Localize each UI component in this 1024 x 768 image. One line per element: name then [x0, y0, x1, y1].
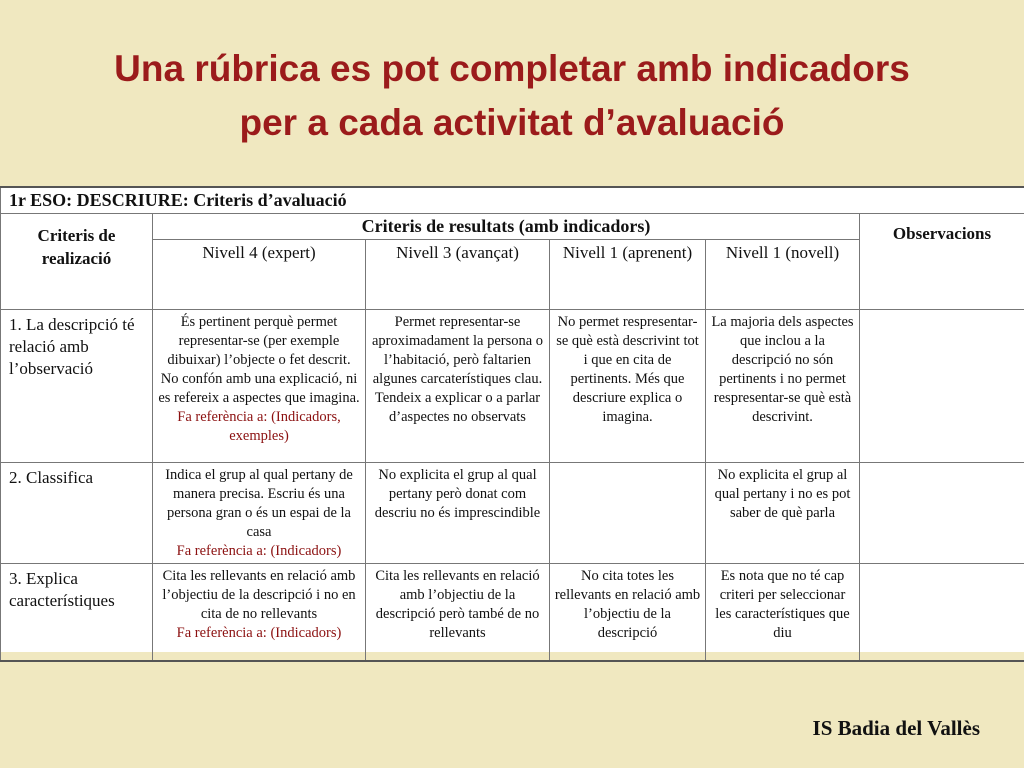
row-2-reference: Fa referència a: (Indicadors)	[176, 543, 342, 559]
row-3-level-3-cell: Cita les rellevants en relació amb l’objectiu de la descripció però també de no rellevants	[366, 564, 550, 661]
rubric-row-3	[1, 564, 1024, 661]
rubric-caption-row	[1, 187, 1024, 214]
row-1-level-3-cell: Permet representar-se aproximadament la persona o l’habitació, però faltarien algunes carcaterístiques clau. Tendeix a explicar o a parlar d’aspectes no observats	[366, 310, 550, 463]
row-2-level-1-cell: No explicita el grup al qual pertany i no es pot saber de què parla	[706, 463, 860, 564]
row-1-reference: Fa referència a: (Indicadors, exemples)	[177, 409, 341, 444]
row-2-observations	[860, 463, 1024, 564]
rubric-table-container	[0, 186, 1024, 652]
row-1-criterion: 1. La descripció té relació amb l’observació	[1, 310, 153, 463]
slide-title-line-2: per a cada activitat d’avaluació	[239, 102, 785, 143]
row-2-level-2-cell	[550, 463, 706, 564]
row-3-criterion: 3. Explica característiques	[1, 564, 153, 661]
row-2-level-4-text: Indica el grup al qual pertany de manera precisa. Escriu és una persona gran o és un espai de la casa	[165, 467, 353, 540]
row-3-level-1-cell: Es nota que no té cap criteri per seleccionar les característiques que diu	[706, 564, 860, 661]
slide-title-line-1: Una rúbrica es pot completar amb indicadors	[114, 48, 910, 89]
level-header-2: Nivell 3 (avançat)	[366, 240, 550, 310]
row-1-level-2-cell: No permet respresentar-se què està descrivint tot i que en cita de pertinents. Més que descriure explica o imagina.	[550, 310, 706, 463]
slide-title	[0, 42, 1024, 150]
row-3-observations	[860, 564, 1024, 661]
row-3-level-4-cell	[153, 564, 366, 661]
results-header: Criteris de resultats (amb indicadors)	[153, 214, 860, 240]
row-1-observations	[860, 310, 1024, 463]
row-3-level-2-cell: No cita totes les rellevants en relació amb l’objectiu de la descripció	[550, 564, 706, 661]
row-1-level-4-text: És pertinent perquè permet representar-se (per exemple dibuixar) l’objecte o fet descrit. No confón amb una explicació, ni es refereix a aspectes que imagina.	[158, 314, 360, 406]
school-footer: IS Badia del Vallès	[812, 716, 980, 740]
row-1-level-4-cell	[153, 310, 366, 463]
rubric-row-1	[1, 310, 1024, 463]
row-2-level-4-cell	[153, 463, 366, 564]
level-header-3: Nivell 1 (aprenent)	[550, 240, 706, 310]
row-2-level-3-cell: No explicita el grup al qual pertany però donat com descriu no és imprescindible	[366, 463, 550, 564]
criteria-header: Criteris de realizació	[1, 214, 153, 310]
row-2-criterion: 2. Classifica	[1, 463, 153, 564]
level-header-4: Nivell 1 (novell)	[706, 240, 860, 310]
results-header-row	[1, 214, 1024, 240]
row-3-level-4-text: Cita les rellevants en relació amb l’objectiu de la descripció i no en cita de no rellevants	[162, 568, 356, 622]
rubric-row-2	[1, 463, 1024, 564]
row-3-reference: Fa referència a: (Indicadors)	[176, 625, 342, 641]
rubric-table	[0, 186, 1024, 662]
row-1-level-1-cell: La majoria dels aspectes que inclou a la descripció no són pertinents i no permet respresentar-se què està descrivint.	[706, 310, 860, 463]
level-header-1: Nivell 4 (expert)	[153, 240, 366, 310]
rubric-caption: 1r ESO: DESCRIURE: Criteris d’avaluació	[1, 187, 1024, 214]
observations-header: Observacions	[860, 214, 1024, 310]
